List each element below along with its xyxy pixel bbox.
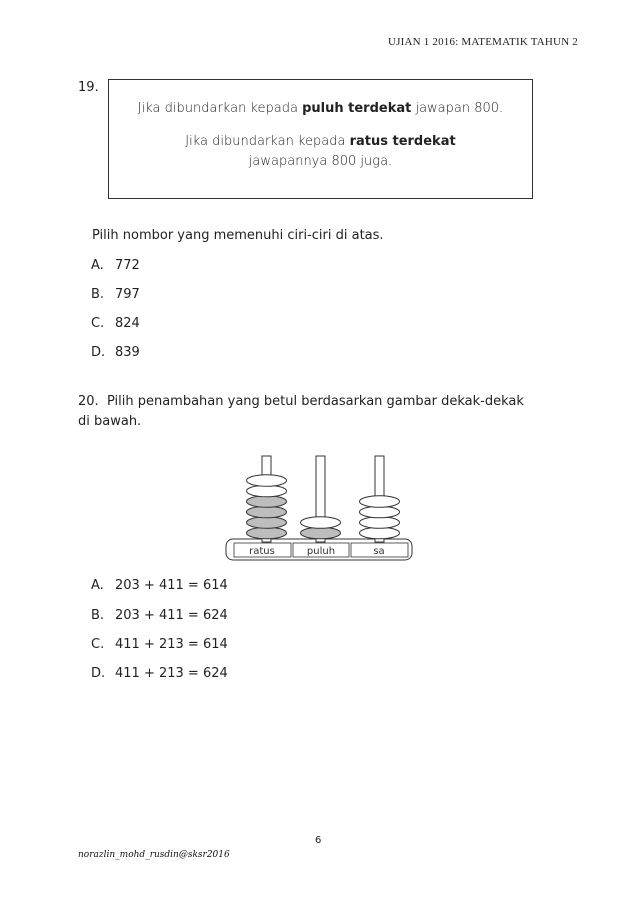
option-letter: B. — [91, 287, 105, 302]
clue-1-text-pre: Jika dibundarkan kepada — [137, 101, 303, 116]
q19-option-b[interactable] — [91, 287, 140, 302]
q20-option-c[interactable] — [91, 637, 228, 652]
clue-2-bold: ratus terdekat — [349, 134, 456, 149]
clue-2-text-post: jawapannya 800 juga. — [248, 154, 393, 169]
clue-line-1 — [109, 99, 532, 119]
abacus-bead-puluh-white — [301, 517, 341, 529]
question-19-number: 19. — [78, 80, 99, 95]
q19-option-d[interactable] — [91, 345, 140, 360]
abacus-label-sa: sa — [373, 546, 385, 557]
option-text: 839 — [115, 345, 140, 360]
clue-1-bold: puluh terdekat — [302, 101, 412, 116]
q20-option-d[interactable] — [91, 666, 228, 681]
abacus-bead-sa-white — [360, 517, 400, 529]
question-20-number: 20. — [78, 394, 99, 409]
option-text: 411 + 213 = 624 — [115, 666, 228, 681]
abacus-bead-ratus-white — [247, 485, 287, 497]
abacus-bead-ratus-grey — [247, 517, 287, 529]
page-number: 6 — [315, 835, 322, 846]
clue-line-2 — [149, 132, 492, 172]
abacus-bead-ratus-grey — [247, 496, 287, 508]
option-text: 203 + 411 = 614 — [115, 578, 228, 593]
option-letter: C. — [91, 637, 105, 652]
author-signature: norazlin_mohd_rusdin@sksr2016 — [78, 850, 230, 860]
option-text: 772 — [115, 258, 140, 273]
option-letter: A. — [91, 258, 104, 273]
option-text: 203 + 411 = 624 — [115, 608, 228, 623]
question-20-text: Pilih penambahan yang betul berdasarkan gambar dekak-dekak di bawah. — [78, 394, 524, 429]
q19-option-a[interactable] — [91, 258, 140, 273]
option-text: 797 — [115, 287, 140, 302]
q20-option-b[interactable] — [91, 608, 228, 623]
abacus-bead-sa-white — [360, 496, 400, 508]
question-19-stem: Pilih nombor yang memenuhi ciri-ciri di atas. — [92, 228, 384, 243]
abacus-bead-sa-white — [360, 506, 400, 518]
option-letter: A. — [91, 578, 104, 593]
page-header: UJIAN 1 2016: MATEMATIK TAHUN 2 — [388, 36, 578, 48]
option-text: 824 — [115, 316, 140, 331]
option-letter: D. — [91, 345, 106, 360]
q19-clue-box — [108, 79, 533, 199]
abacus-label-puluh: puluh — [306, 546, 336, 557]
abacus-bead-ratus-grey — [247, 527, 287, 539]
abacus-bead-ratus-grey — [247, 506, 287, 518]
option-letter: B. — [91, 608, 105, 623]
clue-2-text-pre: Jika dibundarkan kepada — [185, 134, 350, 149]
option-letter: C. — [91, 316, 105, 331]
clue-1-text-post: jawapan 800. — [411, 101, 504, 116]
abacus-label-ratus: ratus — [249, 546, 275, 557]
option-text: 411 + 213 = 614 — [115, 637, 228, 652]
option-letter: D. — [91, 666, 106, 681]
question-20-stem — [78, 392, 538, 432]
abacus-bead-sa-white — [360, 527, 400, 539]
abacus-bead-ratus-white — [247, 475, 287, 487]
q20-option-a[interactable] — [91, 578, 228, 593]
abacus-diagram — [225, 450, 415, 562]
abacus-bead-puluh-grey — [301, 527, 341, 539]
q19-option-c[interactable] — [91, 316, 140, 331]
